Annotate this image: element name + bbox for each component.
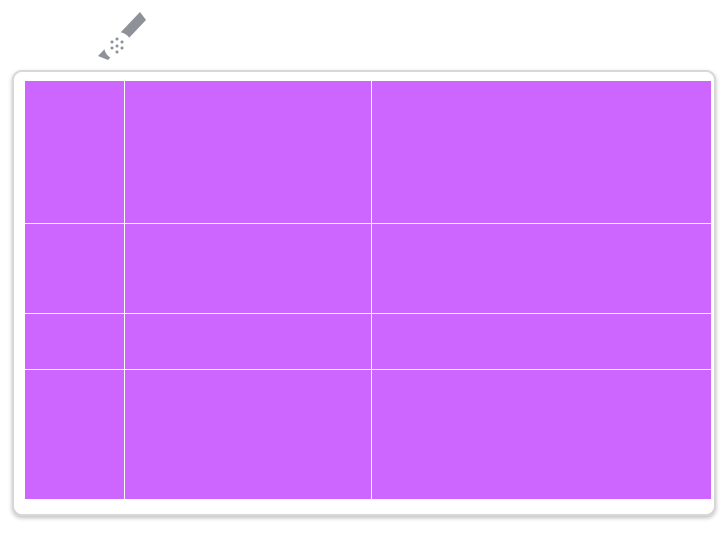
comparison-table [24,80,712,500]
table-row [25,314,712,370]
header-operante [372,81,712,224]
cell-classico [125,224,372,314]
cell-classico [125,314,372,370]
header-empty-cell [25,81,125,224]
decorative-dots [170,12,720,58]
cell-classico [125,370,372,500]
cell-operante [372,224,712,314]
logo-emblem [88,6,148,64]
header-classico [125,81,372,224]
cell-operante [372,314,712,370]
table-header-row [25,81,712,224]
row-label [25,224,125,314]
table-row [25,224,712,314]
table-row [25,370,712,500]
row-label [25,314,125,370]
cell-operante [372,370,712,500]
row-label [25,370,125,500]
footer-decorative-dots [92,530,652,544]
school-logo [28,6,146,64]
